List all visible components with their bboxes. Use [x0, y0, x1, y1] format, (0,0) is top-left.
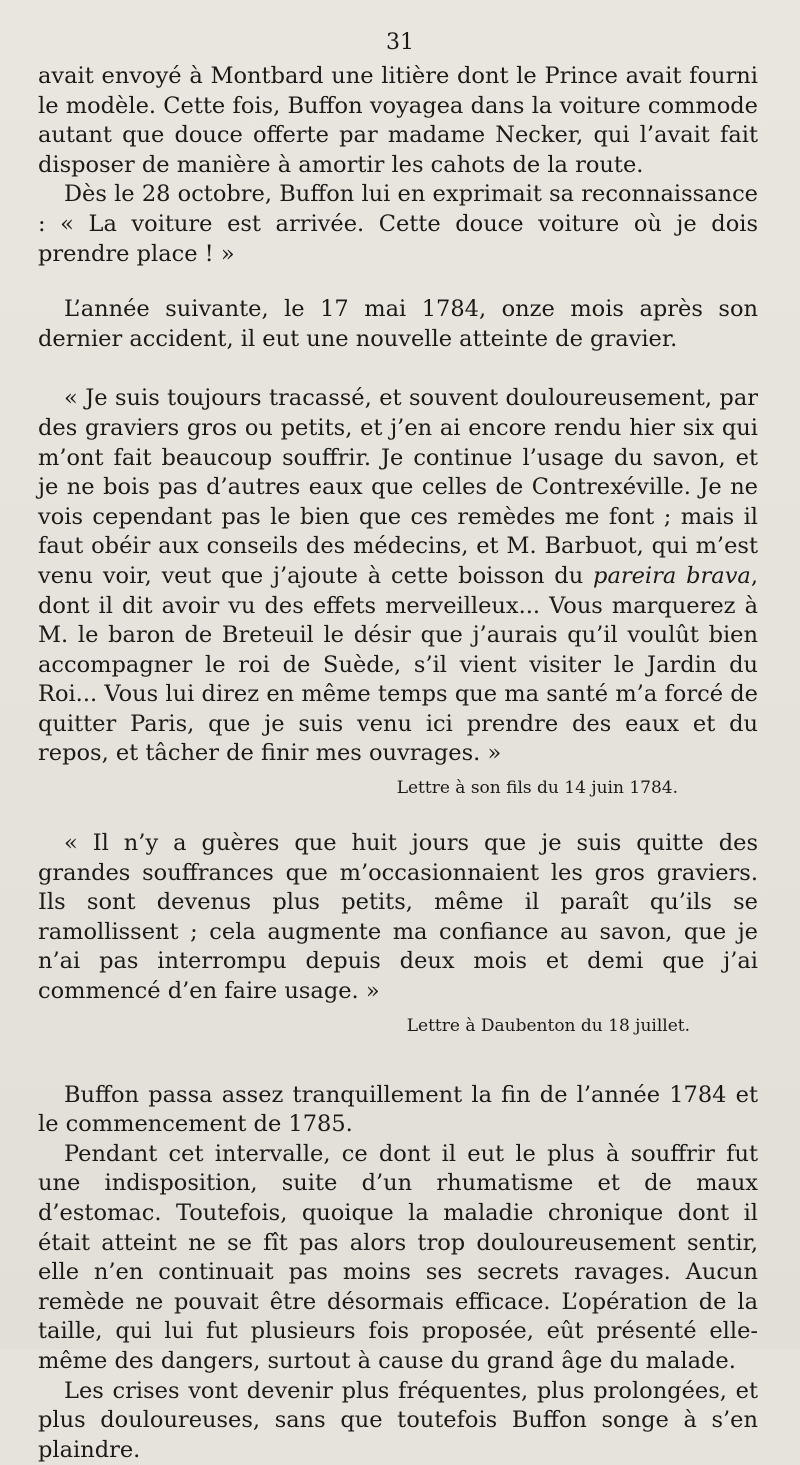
quote-1-after: , dont il dit avoir vu des effets merveilleux... Vous marquerez à M. le baron de Breteuil le désir que j’aurais qu’il voulût bien accompagner le roi de Suède, s’il vient visiter le Jardin du Roi... Vous lui direz en même temps que ma santé m’a forcé de quitter Paris, que je suis venu ici prendre des eaux et du repos, et tâcher de finir mes ouvrages. » — [38, 562, 758, 767]
paragraph-2: Dès le 28 octobre, Buffon lui en exprimait sa reconnaissance : « La voiture est arrivée. Cette douce voiture où je dois prendre place ! » — [38, 181, 758, 267]
paragraph-5: Pendant cet intervalle, ce dont il eut le plus à souffrir fut une indisposition, suite d’un rhumatisme et de maux d’estomac. Toutefois, quoique la maladie chronique dont il était atteint ne se fît pas alors trop douloureusement sentir, elle n’en continuait pas moins ses secrets ravages. Aucun remède ne pouvait être désormais efficace. L’opération de la taille, qui lui fut plusieurs fois proposée, eût présenté elle-même des dangers, surtout à cause du grand âge du malade. — [38, 1140, 758, 1374]
quote-1-text — [38, 384, 758, 769]
paragraph-1: avait envoyé à Montbard une litière dont le Prince avait fourni le modèle. Cette fois, Buffon voyagea dans la voiture commode autant que douce offerte par madame Necker, qui l’avait fait disposer de manière à amortir les cahots de la route. — [38, 63, 758, 178]
quote-1-signature: Lettre à son fils du 14 juin 1784. — [396, 778, 678, 799]
paragraph-4: Buffon passa assez tranquillement la fin de l’année 1784 et le commencement de 1785. — [38, 1081, 758, 1138]
paragraph-3: L’année suivante, le 17 mai 1784, onze mois après son dernier accident, il eut une nouvelle atteinte de gravier. — [38, 296, 758, 352]
quote-2-signature: Lettre à Daubenton du 18 juillet. — [406, 1015, 690, 1036]
quote-1-italic: pareira brava — [593, 562, 751, 589]
letter-quote-1 — [38, 384, 758, 799]
page-body — [38, 62, 758, 1465]
page-number: 31 — [386, 30, 414, 55]
quote-2-text: « Il n’y a guères que huit jours que je suis quitte des grandes souffrances que m’occasionnaient les gros graviers. Ils sont devenus plus petits, même il paraît qu’ils se ramollissent ; cela augmente ma confiance au savon, que je n’ai pas interrompu depuis deux mois et demi que j’ai commencé d’en faire usage. » — [38, 830, 758, 1005]
quote-1-before: « Je suis toujours tracassé, et souvent douloureusement, par des graviers gros ou petits, et j’en ai encore rendu hier six qui m’ont fait beaucoup souffrir. Je continue l’usage du savon, et je ne bois pas d’autres eaux que celles de Contrexéville. Je ne vois cependant pas le bien que ces remèdes me font ; mais il faut obéir aux conseils des médecins, et M. Barbuot, qui m’est venu voir, veut que j’ajoute à cette boisson du — [38, 385, 758, 589]
letter-quote-2 — [38, 829, 758, 1037]
paragraph-6: Les crises vont devenir plus fréquentes, plus prolongées, et plus douloureuses, sans que toutefois Buffon songe à s’en plaindre. — [38, 1377, 758, 1463]
